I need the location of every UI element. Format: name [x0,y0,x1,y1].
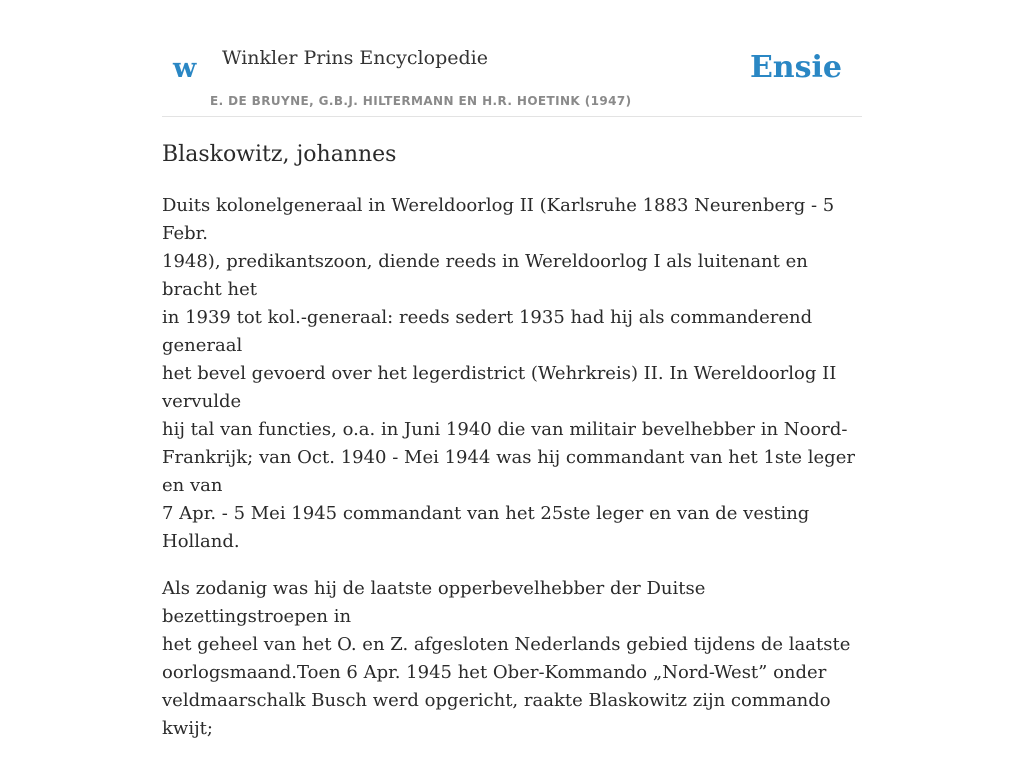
entry-paragraph: Als zodanig was hij de laatste opperbevelhebber der Duitse bezettingstroepen in het geheel van het O. en Z. afgesloten Nederlands gebied tijdens de laatste oorlogsmaand.Toen 6 Apr. 1945 het Ober-Kommando „Nord-West” onder veldmaarschalk Busch werd opgericht, raakte Blaskowitz zijn commando kwijt; [162,578,851,739]
entry-body [162,192,862,762]
ensie-logo-link[interactable]: Ensie [749,50,842,85]
publication-logo[interactable]: w [173,53,197,84]
entry-title: Blaskowitz, johannes [162,142,397,167]
publication-authors: E. DE BRUYNE, G.B.J. HILTERMANN EN H.R. HOETINK (1947) [210,94,632,108]
entry-paragraph: Duits kolonelgeneraal in Wereldoorlog II (Karlsruhe 1883 Neurenberg - 5 Febr. 1948), predikantszoon, diende reeds in Wereldoorlog I als luitenant en bracht het in 1939 tot kol.-generaal: reeds sedert 1935 had hij als commanderend generaal het bevel gevoerd over het legerdistrict (Wehrkreis) II. In Wereldoorlog II vervulde hij tal van functies, o.a. in Juni 1940 die van militair bevelhebber in Noord- Frankrijk; van Oct. 1940 - Mei 1944 was hij commandant van het 1ste leger en van 7 Apr. - 5 Mei 1945 commandant van het 25ste leger en van de vesting Holland. [162,195,855,552]
site-header [162,0,862,117]
publication-title[interactable]: Winkler Prins Encyclopedie [222,47,488,69]
